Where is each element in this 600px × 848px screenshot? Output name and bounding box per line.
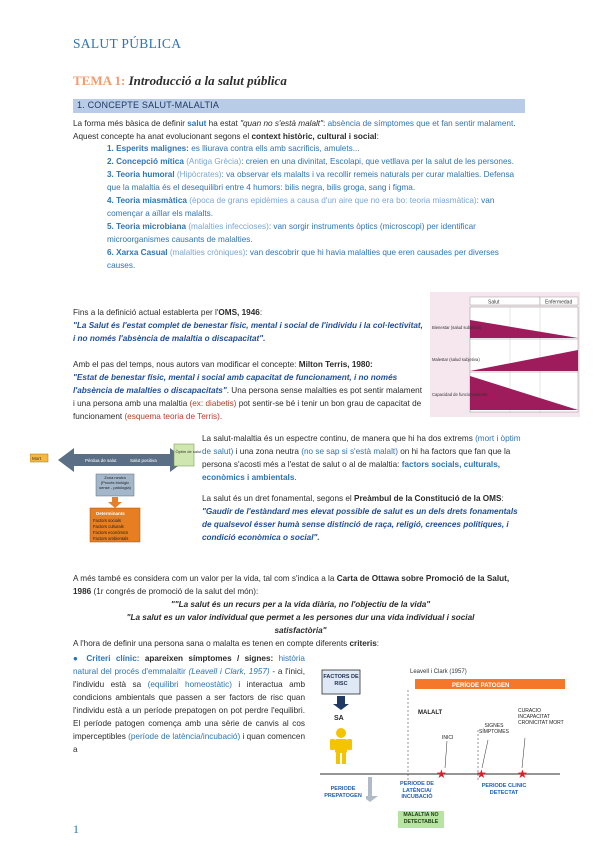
chart-row-label: Capacidad de funcionamiento <box>432 392 488 397</box>
bullet-icon: ● <box>73 654 82 663</box>
chart-col-label: Enfermedad <box>545 299 573 306</box>
clinical-criterion: ● Criteri clínic: apareixen símptomes / signes: història natural del procés d'emmalaltir (Leavell i Clark, 1957) - a l'inici, l'individu està sa (equilibri homeostàtic) i interactua amb condicions ambientals que passen a ser factors de risc quan l'individu està a un període prepatogen on pot perdre l'equilibri. El període patogen comença amb una sèrie de canvis al cos imperceptibles (període de latència/incubació) i quan comencen a <box>73 654 306 754</box>
right-to-health-paragraph: La salut és un dret fonamental, segons el Preàmbul de la Constitució de la OMS: "Gaudir de l'estàndard mes elevat possible de salut es un dels drets fonamentals de qualsevol ésser humà sense distinció de raça, religió, creences polítiques, i condició econòmica o social". <box>202 494 518 542</box>
pathogen-period-label: PERÍODE PATOGEN <box>452 683 510 689</box>
neutral-zone-label: Zona neutra (Procés biològic sense - patologia) <box>99 475 131 490</box>
determinant-item: Factors culturals <box>93 524 124 529</box>
diagram-title: Leavell i Clark (1957) <box>410 669 467 675</box>
arrow-left-label: Pèrdua de salut <box>85 458 117 463</box>
down-arrow <box>333 696 349 710</box>
down-arrow <box>108 497 122 508</box>
clinical-period-label: PERÍODE CLÍNIC DETECTAT <box>481 783 527 796</box>
risk-factors-label: FACTORS DE RISC <box>323 674 359 687</box>
terris-definition: Amb el pas del temps, nous autors van modificar el concepte: Milton Terris, 1980: "Estat de benestar físic, mental i social amb capacitat de funcionament, i no només l'absència de malalties o discapacitats". Una persona sense malalties es pot sentir malament i una persona amb una malaltia (ex: diabetis) pot sentir-se bé i tenir un bon grau de capacitat de funcionament (esquema teoria de Terris). <box>73 360 422 421</box>
person-icon <box>330 728 352 764</box>
svg-text:★: ★ <box>517 767 528 781</box>
chart-col-label: Salut <box>488 299 500 306</box>
red-star-icon <box>476 767 487 781</box>
optimum-box <box>174 444 194 466</box>
ottawa-paragraph: A més també es considera com un valor per la vida, tal com s'indica a la Carta de Ottawa sobre Promoció de la Salut, 1986 (1r congrés de promoció de la salut del món): ""La salut és un recurs per a la vida diària, no l'objectiu de la vida" "La salut es un valor individual que permet a les persones dur una vida individual i social satisfactòria" <box>73 574 510 635</box>
svg-text:★: ★ <box>476 767 487 781</box>
col-header-health <box>470 297 540 305</box>
leavell-clark-diagram <box>310 660 570 832</box>
determinant-item: Factors socials <box>93 518 121 523</box>
page-number: 1 <box>73 822 79 836</box>
topic-name: Introducció a la salut pública <box>128 73 287 88</box>
not-detectable-label: MALALTIA NO DETECTABLE <box>403 812 439 825</box>
outcome-label: CURACIÓ INCAPACITAT CRONICITAT MORT <box>518 708 564 726</box>
oms-definition: Fins a la definició actual establerta per l'OMS, 1946: "La Salut és l'estat complet de benestar físic, mental i social de l'individu i la col·lectivitat, i no només l'absència de malaltia o discapacitat". <box>73 308 423 343</box>
health-continuum-diagram <box>30 440 202 548</box>
concept-evolution-list <box>107 142 527 272</box>
ill-label: MALALT <box>418 710 443 716</box>
continuum-double-arrow <box>58 448 186 472</box>
svg-text:★: ★ <box>436 767 447 781</box>
determinant-item: Factors econòmics <box>93 530 129 535</box>
list-item: 4. Teoria miasmàtica (època de grans epidèmies a causa d'un aire que no era bo: teoria miasmàtica): van començar a aïllar els malalts. <box>107 196 495 218</box>
chart-row-label: Bienestar (salud subjetiva) <box>432 325 482 330</box>
list-item: 2. Concepció mítica (Antiga Grècia): creien en una divinitat, Escolapi, que vetllava per la salut de les persones. <box>107 157 514 166</box>
list-item: 6. Xarxa Casual (malalties cròniques): van descobrir que hi havia malalties que eren causades per diverses causes. <box>107 248 499 270</box>
arrow-right-label: Salut positiva <box>130 458 157 463</box>
healthy-label: SA <box>334 715 344 722</box>
latency-label: PERÍODE DE LATÈNCIA/ INCUBACIÓ <box>400 781 434 800</box>
chart-row-label: Malestar (salud subjetiva) <box>432 357 480 362</box>
red-star-icon <box>517 767 528 781</box>
list-item: 5. Teoria microbiana (malalties infeccioses): van sorgir instruments òptics (microscopi) per identificar microorganismes causants de malalties. <box>107 222 476 244</box>
optimum-label: Òptim de salut <box>175 449 202 454</box>
red-star-icon <box>436 767 447 781</box>
prepatogen-label: PERÍODE PREPATOGEN <box>324 786 362 799</box>
determinants-title: Determinants <box>96 511 125 516</box>
section-heading: 1. CONCEPTE SALUT-MALALTIA <box>77 100 220 110</box>
list-item: 3. Teoria humoral (Hipòcrates): va observar els malalts i va recollir remeis naturals per curar malalties. Defensa que la malaltia és el desequilibri entre 4 humors: bilis negra, bilis groga, sang i figma. <box>107 170 515 192</box>
topic-title <box>73 73 287 89</box>
onset-label: INICI <box>442 735 454 741</box>
document-header: SALUT PÚBLICA <box>73 36 182 51</box>
criteria-intro: A l'hora de definir una persona sana o malalta es tenen en compte diferents criteris: <box>73 639 380 648</box>
death-label: Mort <box>32 456 41 461</box>
topic-label: TEMA 1: <box>73 73 126 88</box>
determinant-item: Factors ambientals <box>93 536 129 541</box>
signs-label: SIGNES SÍMPTOMES <box>479 723 509 735</box>
list-item: 1. Esperits malignes: es lliurava contra ells amb sacrificis, amulets... <box>107 144 360 153</box>
spectrum-paragraph: La salut-malaltia és un espectre continu, de manera que hi ha dos extrems (mort i òptim de salut) i una zona neutra (no se sap si s'està malalt) on hi ha factors que fan que la persona s'acosti més a l'estat de salut o al de malaltia: factors socials, culturals, econòmics i ambientals. <box>202 434 521 482</box>
terris-schema-chart <box>430 292 580 417</box>
intro-paragraph: La forma més bàsica de definir salut ha estat "quan no s'està malalt": absència de símptomes que et fan sentir malament. Aquest concepte ha anat evolucionant segons el context històric, cultural i social: <box>73 119 516 141</box>
